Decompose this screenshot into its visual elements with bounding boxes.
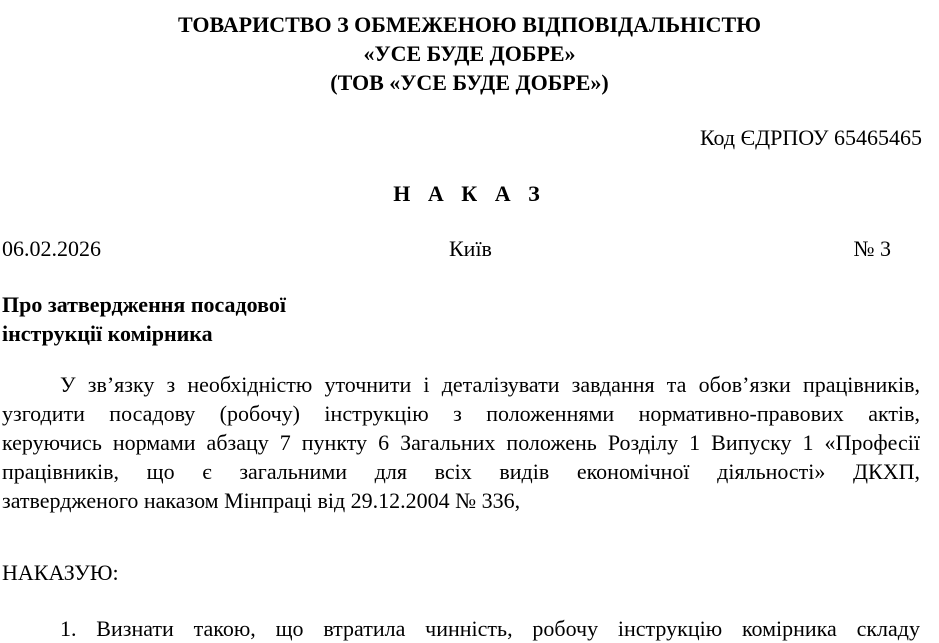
- org-brand-line: «УСЕ БУДЕ ДОБРЕ»: [363, 41, 576, 66]
- document-date: 06.02.2026: [2, 236, 101, 261]
- preamble-line: затвердженого наказом Мінпраці від 29.12.2004 № 336,: [2, 488, 521, 513]
- org-name-line: ТОВАРИСТВО З ОБМЕЖЕНОЮ ВІДПОВІДАЛЬНІСТЮ: [178, 12, 761, 37]
- document-number: № 3: [853, 236, 891, 261]
- document-title: Н А К А З: [393, 181, 546, 206]
- preamble-paragraph: [2, 370, 920, 515]
- order-subject: [2, 290, 286, 348]
- order-item: 1. Визнати такою, що втратила чинність, робочу інструкцію комірника складу: [60, 616, 920, 641]
- organization-header: [0, 10, 939, 97]
- preamble-line: У зв’язку з необхідністю уточнити і деталізувати завдання та обов’язки працівників,: [60, 372, 920, 397]
- order-directive-heading: НАКАЗУЮ:: [2, 560, 119, 585]
- document-city: Київ: [449, 236, 492, 261]
- document-meta-row: [0, 235, 939, 263]
- subject-line: Про затвердження посадової: [2, 292, 286, 317]
- edrpou-code: Код ЄДРПОУ 65465465: [699, 125, 922, 150]
- org-short-name-line: (ТОВ «УСЕ БУДЕ ДОБРЕ»): [330, 70, 609, 95]
- preamble-line: керуючись нормами абзацу 7 пункту 6 Загальних положень Розділу 1 Випуску 1 «Професії: [2, 430, 920, 455]
- preamble-line: узгодити посадову (робочу) інструкцію з положеннями нормативно-правових актів,: [2, 401, 920, 426]
- preamble-line: працівників, що є загальними для всіх видів економічної діяльності» ДКХП,: [2, 459, 920, 484]
- subject-line: інструкції комірника: [2, 321, 213, 346]
